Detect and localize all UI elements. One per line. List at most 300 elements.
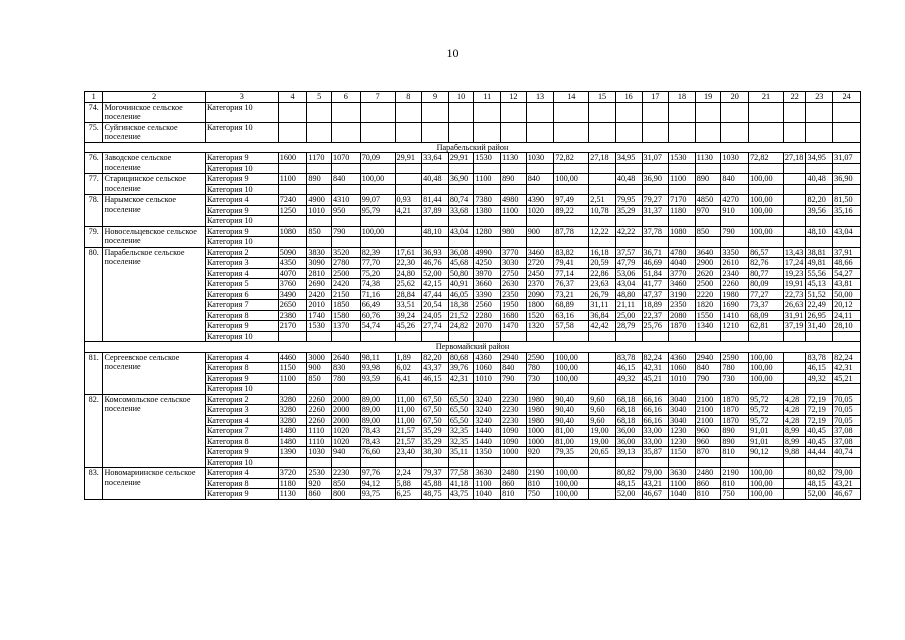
value-cell xyxy=(307,184,332,195)
value-cell: 1000 xyxy=(526,436,554,447)
value-cell: 52,00 xyxy=(422,268,449,279)
value-cell: 2750 xyxy=(501,268,527,279)
value-cell: 21,57 xyxy=(395,436,422,447)
category-cell: Категория 9 xyxy=(205,153,278,164)
value-cell: 17,24 xyxy=(783,258,806,269)
category-cell: Категория 4 xyxy=(205,468,278,479)
value-cell: 1530 xyxy=(669,153,696,164)
value-cell: 36,90 xyxy=(833,174,861,185)
value-cell: 95,72 xyxy=(749,415,784,426)
value-cell xyxy=(783,195,806,206)
value-cell: 93,98 xyxy=(360,363,395,374)
value-cell xyxy=(278,122,307,142)
value-cell: 2070 xyxy=(474,321,501,332)
column-header: 4 xyxy=(278,92,307,103)
value-cell: 1740 xyxy=(307,310,332,321)
value-cell xyxy=(589,216,616,227)
value-cell: 3350 xyxy=(721,247,749,258)
value-cell xyxy=(554,122,589,142)
value-cell: 93,75 xyxy=(360,489,395,500)
value-cell xyxy=(806,384,833,395)
value-cell: 48,10 xyxy=(422,226,449,237)
value-cell: 3520 xyxy=(332,247,361,258)
category-cell: Категория 10 xyxy=(205,384,278,395)
value-cell: 31,40 xyxy=(806,321,833,332)
value-cell: 2340 xyxy=(721,268,749,279)
column-header: 22 xyxy=(783,92,806,103)
value-cell: 33,51 xyxy=(395,300,422,311)
value-cell: 67,50 xyxy=(422,394,449,405)
value-cell: 9,60 xyxy=(589,405,616,416)
value-cell: 40,48 xyxy=(422,174,449,185)
value-cell: 1110 xyxy=(307,436,332,447)
value-cell: 1030 xyxy=(307,447,332,458)
value-cell xyxy=(833,331,861,342)
value-cell: 4980 xyxy=(501,195,527,206)
category-cell: Категория 8 xyxy=(205,310,278,321)
value-cell: 33,00 xyxy=(642,436,669,447)
value-cell xyxy=(307,163,332,174)
value-cell: 10,78 xyxy=(589,205,616,216)
value-cell xyxy=(448,184,474,195)
value-cell: 28,84 xyxy=(395,289,422,300)
value-cell: 2480 xyxy=(695,468,721,479)
value-cell: 790 xyxy=(332,226,361,237)
value-cell xyxy=(721,163,749,174)
value-cell: 79,41 xyxy=(554,258,589,269)
value-cell: 1060 xyxy=(669,363,696,374)
value-cell: 3000 xyxy=(307,352,332,363)
value-cell: 4360 xyxy=(474,352,501,363)
value-cell xyxy=(749,331,784,342)
value-cell xyxy=(448,457,474,468)
value-cell xyxy=(307,331,332,342)
value-cell xyxy=(422,457,449,468)
value-cell xyxy=(474,122,501,142)
value-cell: 100,00 xyxy=(749,478,784,489)
value-cell: 1210 xyxy=(721,321,749,332)
value-cell xyxy=(526,384,554,395)
value-cell: 2590 xyxy=(526,352,554,363)
value-cell xyxy=(642,384,669,395)
value-cell: 1150 xyxy=(278,363,307,374)
value-cell: 890 xyxy=(695,174,721,185)
value-cell: 76,37 xyxy=(554,279,589,290)
value-cell: 1980 xyxy=(526,394,554,405)
value-cell: 68,89 xyxy=(554,300,589,311)
value-cell: 810 xyxy=(695,489,721,500)
value-cell: 45,21 xyxy=(642,373,669,384)
value-cell: 21,11 xyxy=(615,300,642,311)
value-cell: 1020 xyxy=(526,205,554,216)
value-cell: 72,82 xyxy=(749,153,784,164)
value-cell: 1230 xyxy=(669,436,696,447)
column-header: 8 xyxy=(395,92,422,103)
value-cell: 3970 xyxy=(474,268,501,279)
value-cell: 3630 xyxy=(474,468,501,479)
value-cell: 65,50 xyxy=(448,394,474,405)
value-cell: 78,43 xyxy=(360,426,395,437)
value-cell xyxy=(615,163,642,174)
table-row xyxy=(85,468,861,479)
value-cell: 40,91 xyxy=(448,279,474,290)
category-cell: Категория 10 xyxy=(205,331,278,342)
value-cell: 19,00 xyxy=(589,436,616,447)
value-cell: 77,27 xyxy=(749,289,784,300)
value-cell xyxy=(783,216,806,227)
settlement-name: Сергеевское сельское поселение xyxy=(103,352,206,394)
value-cell: 1080 xyxy=(669,226,696,237)
value-cell xyxy=(783,384,806,395)
value-cell: 35,29 xyxy=(422,426,449,437)
category-cell: Категория 9 xyxy=(205,321,278,332)
value-cell: 31,37 xyxy=(642,205,669,216)
value-cell xyxy=(422,237,449,248)
value-cell xyxy=(448,237,474,248)
value-cell: 41,18 xyxy=(448,478,474,489)
value-cell: 780 xyxy=(721,363,749,374)
value-cell xyxy=(501,122,527,142)
value-cell: 24,80 xyxy=(395,268,422,279)
value-cell: 1340 xyxy=(695,321,721,332)
value-cell: 34,95 xyxy=(806,153,833,164)
value-cell: 63,16 xyxy=(554,310,589,321)
value-cell: 7170 xyxy=(669,195,696,206)
column-header: 19 xyxy=(695,92,721,103)
value-cell: 39,24 xyxy=(395,310,422,321)
value-cell xyxy=(695,384,721,395)
column-header: 2 xyxy=(103,92,206,103)
value-cell: 54,74 xyxy=(360,321,395,332)
value-cell xyxy=(278,216,307,227)
value-cell: 77,14 xyxy=(554,268,589,279)
value-cell: 1680 xyxy=(501,310,527,321)
value-cell: 6,02 xyxy=(395,363,422,374)
value-cell xyxy=(783,489,806,500)
row-number: 83. xyxy=(85,468,103,500)
value-cell xyxy=(642,163,669,174)
settlement-name: Старицинское сельское поселение xyxy=(103,174,206,195)
value-cell: 100,00 xyxy=(554,489,589,500)
value-cell: 22,49 xyxy=(806,300,833,311)
value-cell: 2230 xyxy=(501,415,527,426)
value-cell xyxy=(474,184,501,195)
settlement-name: Могочинское сельское поселение xyxy=(103,102,206,122)
value-cell: 2480 xyxy=(501,468,527,479)
category-cell: Категория 2 xyxy=(205,247,278,258)
value-cell: 1820 xyxy=(695,300,721,311)
value-cell: 81,50 xyxy=(833,195,861,206)
value-cell: 33,64 xyxy=(422,153,449,164)
value-cell: 65,50 xyxy=(448,415,474,426)
value-cell xyxy=(749,122,784,142)
value-cell xyxy=(749,457,784,468)
value-cell: 2150 xyxy=(332,289,361,300)
table-row xyxy=(85,247,861,258)
value-cell: 780 xyxy=(332,373,361,384)
value-cell: 49,81 xyxy=(806,258,833,269)
value-cell: 2640 xyxy=(332,352,361,363)
value-cell xyxy=(422,216,449,227)
value-cell xyxy=(278,384,307,395)
value-cell: 1130 xyxy=(501,153,527,164)
value-cell: 25,62 xyxy=(395,279,422,290)
value-cell: 790 xyxy=(695,373,721,384)
value-cell: 1100 xyxy=(669,174,696,185)
value-cell xyxy=(806,237,833,248)
value-cell: 1030 xyxy=(721,153,749,164)
value-cell: 35,11 xyxy=(448,447,474,458)
value-cell xyxy=(422,163,449,174)
value-cell: 1950 xyxy=(501,300,527,311)
value-cell: 48,15 xyxy=(806,478,833,489)
value-cell xyxy=(642,457,669,468)
value-cell: 29,91 xyxy=(395,153,422,164)
value-cell: 86,57 xyxy=(749,247,784,258)
value-cell: 3720 xyxy=(278,468,307,479)
value-cell xyxy=(833,122,861,142)
value-cell: 46,05 xyxy=(448,289,474,300)
value-cell xyxy=(783,237,806,248)
value-cell: 1060 xyxy=(474,363,501,374)
value-cell xyxy=(307,216,332,227)
value-cell: 4390 xyxy=(526,195,554,206)
value-cell: 2280 xyxy=(474,310,501,321)
value-cell: 1800 xyxy=(526,300,554,311)
value-cell: 100,00 xyxy=(749,468,784,479)
value-cell xyxy=(749,184,784,195)
value-cell xyxy=(749,237,784,248)
value-cell xyxy=(332,457,361,468)
value-cell xyxy=(806,163,833,174)
value-cell: 100,00 xyxy=(554,478,589,489)
value-cell: 43,04 xyxy=(833,226,861,237)
value-cell: 910 xyxy=(721,205,749,216)
value-cell: 830 xyxy=(332,363,361,374)
value-cell: 2230 xyxy=(332,468,361,479)
value-cell xyxy=(806,102,833,122)
value-cell: 91,01 xyxy=(749,436,784,447)
value-cell: 800 xyxy=(332,489,361,500)
value-cell xyxy=(783,122,806,142)
value-cell: 2260 xyxy=(307,415,332,426)
value-cell: 1440 xyxy=(474,426,501,437)
value-cell: 66,49 xyxy=(360,300,395,311)
value-cell: 780 xyxy=(526,363,554,374)
value-cell: 16,18 xyxy=(589,247,616,258)
value-cell: 2100 xyxy=(695,405,721,416)
value-cell: 89,22 xyxy=(554,205,589,216)
value-cell xyxy=(422,331,449,342)
value-cell: 98,11 xyxy=(360,352,395,363)
value-cell xyxy=(448,163,474,174)
value-cell xyxy=(501,457,527,468)
value-cell xyxy=(806,184,833,195)
value-cell: 28,10 xyxy=(833,321,861,332)
value-cell: 1550 xyxy=(695,310,721,321)
value-cell: 32,35 xyxy=(448,426,474,437)
value-cell xyxy=(474,102,501,122)
value-cell: 2080 xyxy=(669,310,696,321)
value-cell: 2010 xyxy=(307,300,332,311)
value-cell: 850 xyxy=(332,478,361,489)
value-cell: 43,04 xyxy=(615,279,642,290)
value-cell: 9,88 xyxy=(783,447,806,458)
value-cell xyxy=(501,331,527,342)
value-cell: 90,40 xyxy=(554,394,589,405)
value-cell: 3460 xyxy=(669,279,696,290)
settlement-name: Суйгинское сельское поселение xyxy=(103,122,206,142)
value-cell xyxy=(615,237,642,248)
value-cell xyxy=(806,331,833,342)
value-cell: 1070 xyxy=(332,153,361,164)
category-cell: Категория 7 xyxy=(205,300,278,311)
value-cell: 36,93 xyxy=(422,247,449,258)
value-cell: 33,68 xyxy=(448,205,474,216)
value-cell xyxy=(360,331,395,342)
value-cell: 36,90 xyxy=(448,174,474,185)
value-cell: 1390 xyxy=(278,447,307,458)
value-cell: 66,16 xyxy=(642,415,669,426)
value-cell: 34,95 xyxy=(615,153,642,164)
value-cell: 850 xyxy=(307,226,332,237)
value-cell xyxy=(695,122,721,142)
value-cell: 960 xyxy=(695,426,721,437)
value-cell: 1180 xyxy=(278,478,307,489)
value-cell: 97,76 xyxy=(360,468,395,479)
value-cell: 2500 xyxy=(695,279,721,290)
category-cell: Категория 9 xyxy=(205,373,278,384)
value-cell: 21,57 xyxy=(395,426,422,437)
value-cell: 37,19 xyxy=(783,321,806,332)
category-cell: Категория 9 xyxy=(205,226,278,237)
category-cell: Категория 8 xyxy=(205,363,278,374)
value-cell: 42,31 xyxy=(642,363,669,374)
data-table xyxy=(84,91,861,500)
value-cell: 42,15 xyxy=(422,279,449,290)
value-cell xyxy=(332,184,361,195)
value-cell: 82,20 xyxy=(422,352,449,363)
value-cell: 72,82 xyxy=(554,153,589,164)
value-cell: 2,51 xyxy=(589,195,616,206)
value-cell xyxy=(395,174,422,185)
settlement-name: Новосельцевское сельское поселение xyxy=(103,226,206,247)
value-cell: 48,80 xyxy=(615,289,642,300)
value-cell xyxy=(669,184,696,195)
value-cell: 36,90 xyxy=(642,174,669,185)
value-cell: 2560 xyxy=(474,300,501,311)
value-cell: 79,37 xyxy=(422,468,449,479)
category-cell: Категория 6 xyxy=(205,289,278,300)
value-cell: 41,77 xyxy=(642,279,669,290)
value-cell: 1,89 xyxy=(395,352,422,363)
value-cell: 2420 xyxy=(332,279,361,290)
column-header: 13 xyxy=(526,92,554,103)
value-cell: 4350 xyxy=(278,258,307,269)
value-cell: 47,44 xyxy=(422,289,449,300)
value-cell: 2530 xyxy=(307,468,332,479)
category-cell: Категория 4 xyxy=(205,268,278,279)
value-cell: 70,05 xyxy=(833,415,861,426)
value-cell: 52,00 xyxy=(806,489,833,500)
value-cell: 4,28 xyxy=(783,405,806,416)
value-cell xyxy=(360,384,395,395)
value-cell: 95,79 xyxy=(360,205,395,216)
value-cell xyxy=(526,122,554,142)
value-cell: 45,21 xyxy=(833,373,861,384)
value-cell xyxy=(589,468,616,479)
value-cell: 65,50 xyxy=(448,405,474,416)
value-cell: 8,99 xyxy=(783,426,806,437)
value-cell xyxy=(554,102,589,122)
value-cell: 4360 xyxy=(669,352,696,363)
value-cell: 1100 xyxy=(474,174,501,185)
value-cell: 82,24 xyxy=(833,352,861,363)
value-cell: 3640 xyxy=(695,247,721,258)
value-cell: 960 xyxy=(695,436,721,447)
value-cell xyxy=(501,184,527,195)
value-cell: 1530 xyxy=(307,321,332,332)
value-cell: 1010 xyxy=(669,373,696,384)
value-cell: 89,00 xyxy=(360,405,395,416)
value-cell: 90,40 xyxy=(554,405,589,416)
value-cell: 82,39 xyxy=(360,247,395,258)
value-cell: 2720 xyxy=(526,258,554,269)
value-cell: 40,45 xyxy=(806,436,833,447)
value-cell: 35,29 xyxy=(615,205,642,216)
value-cell: 46,67 xyxy=(642,489,669,500)
value-cell: 100,00 xyxy=(554,468,589,479)
value-cell xyxy=(278,102,307,122)
value-cell: 17,61 xyxy=(395,247,422,258)
header-row xyxy=(85,92,861,103)
value-cell: 1180 xyxy=(669,205,696,216)
value-cell: 2100 xyxy=(695,394,721,405)
value-cell: 2000 xyxy=(332,405,361,416)
value-cell: 1980 xyxy=(526,405,554,416)
value-cell xyxy=(721,184,749,195)
value-cell xyxy=(721,216,749,227)
category-cell: Категория 7 xyxy=(205,426,278,437)
column-header: 17 xyxy=(642,92,669,103)
value-cell: 1480 xyxy=(278,436,307,447)
value-cell: 100,00 xyxy=(554,363,589,374)
value-cell xyxy=(422,102,449,122)
value-cell: 18,38 xyxy=(448,300,474,311)
value-cell: 1100 xyxy=(278,174,307,185)
value-cell xyxy=(589,457,616,468)
value-cell xyxy=(278,237,307,248)
value-cell: 730 xyxy=(721,373,749,384)
value-cell: 2260 xyxy=(307,394,332,405)
value-cell: 72,19 xyxy=(806,415,833,426)
value-cell: 45,88 xyxy=(422,478,449,489)
value-cell: 36,71 xyxy=(642,247,669,258)
value-cell: 100,00 xyxy=(749,373,784,384)
category-cell: Категория 4 xyxy=(205,352,278,363)
value-cell: 2,24 xyxy=(395,468,422,479)
value-cell: 1580 xyxy=(332,310,361,321)
value-cell: 42,42 xyxy=(589,321,616,332)
value-cell: 2590 xyxy=(721,352,749,363)
value-cell: 1170 xyxy=(307,153,332,164)
value-cell: 2500 xyxy=(332,268,361,279)
category-cell: Категория 2 xyxy=(205,394,278,405)
value-cell: 790 xyxy=(501,373,527,384)
value-cell: 810 xyxy=(501,489,527,500)
value-cell: 7240 xyxy=(278,195,307,206)
row-number: 80. xyxy=(85,247,103,342)
